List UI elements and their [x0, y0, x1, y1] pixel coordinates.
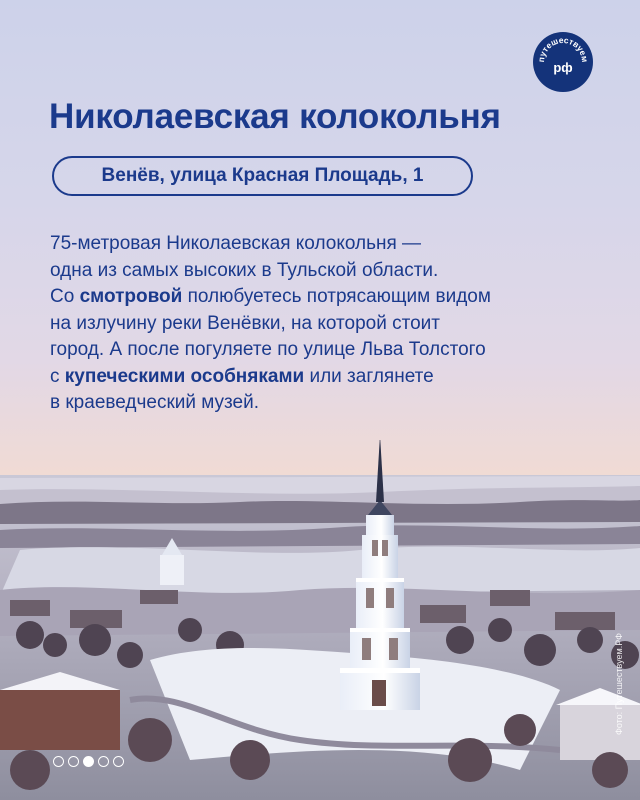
description-line: в краеведческий музей. — [50, 392, 260, 413]
brand-logo — [533, 32, 593, 92]
pagination-dot[interactable] — [98, 756, 109, 767]
description-line: на излучину реки Венёвки, на которой стоит — [50, 312, 441, 334]
pagination-dots — [53, 756, 124, 767]
description-line: Со смотровой полюбуетесь потрясающим видом — [50, 286, 491, 307]
logo-mark — [533, 32, 593, 92]
highlight-viewing-deck: смотровой — [79, 286, 183, 307]
highlight-merchant-mansions: купеческими особняками — [64, 365, 305, 387]
photo-credit: Фото: Путешествуем.РФ — [614, 633, 624, 735]
description-line: 75-метровая Николаевская колокольня — — [50, 233, 422, 254]
town-photo — [0, 440, 640, 800]
address-pill — [52, 156, 473, 196]
page-title: Николаевская колокольня — [49, 97, 501, 136]
pagination-dot[interactable] — [113, 756, 124, 767]
address-text: Венёв, улица Красная Площадь, 1 — [101, 165, 424, 186]
description — [50, 231, 610, 417]
logo-arc-text: путешествуем — [535, 34, 591, 63]
description-line: город. А после погуляете по улице Льва Толстого — [50, 339, 486, 360]
logo-suffix: рф — [553, 60, 573, 75]
svg-text:путешествуем — [536, 35, 590, 63]
description-line: одна из самых высоких в Тульской области. — [50, 259, 439, 281]
pagination-dot[interactable] — [68, 756, 79, 767]
description-line: с купеческими особняками или заглянете — [50, 365, 434, 387]
pagination-dot[interactable] — [53, 756, 64, 767]
pagination-dot-active[interactable] — [83, 756, 94, 767]
